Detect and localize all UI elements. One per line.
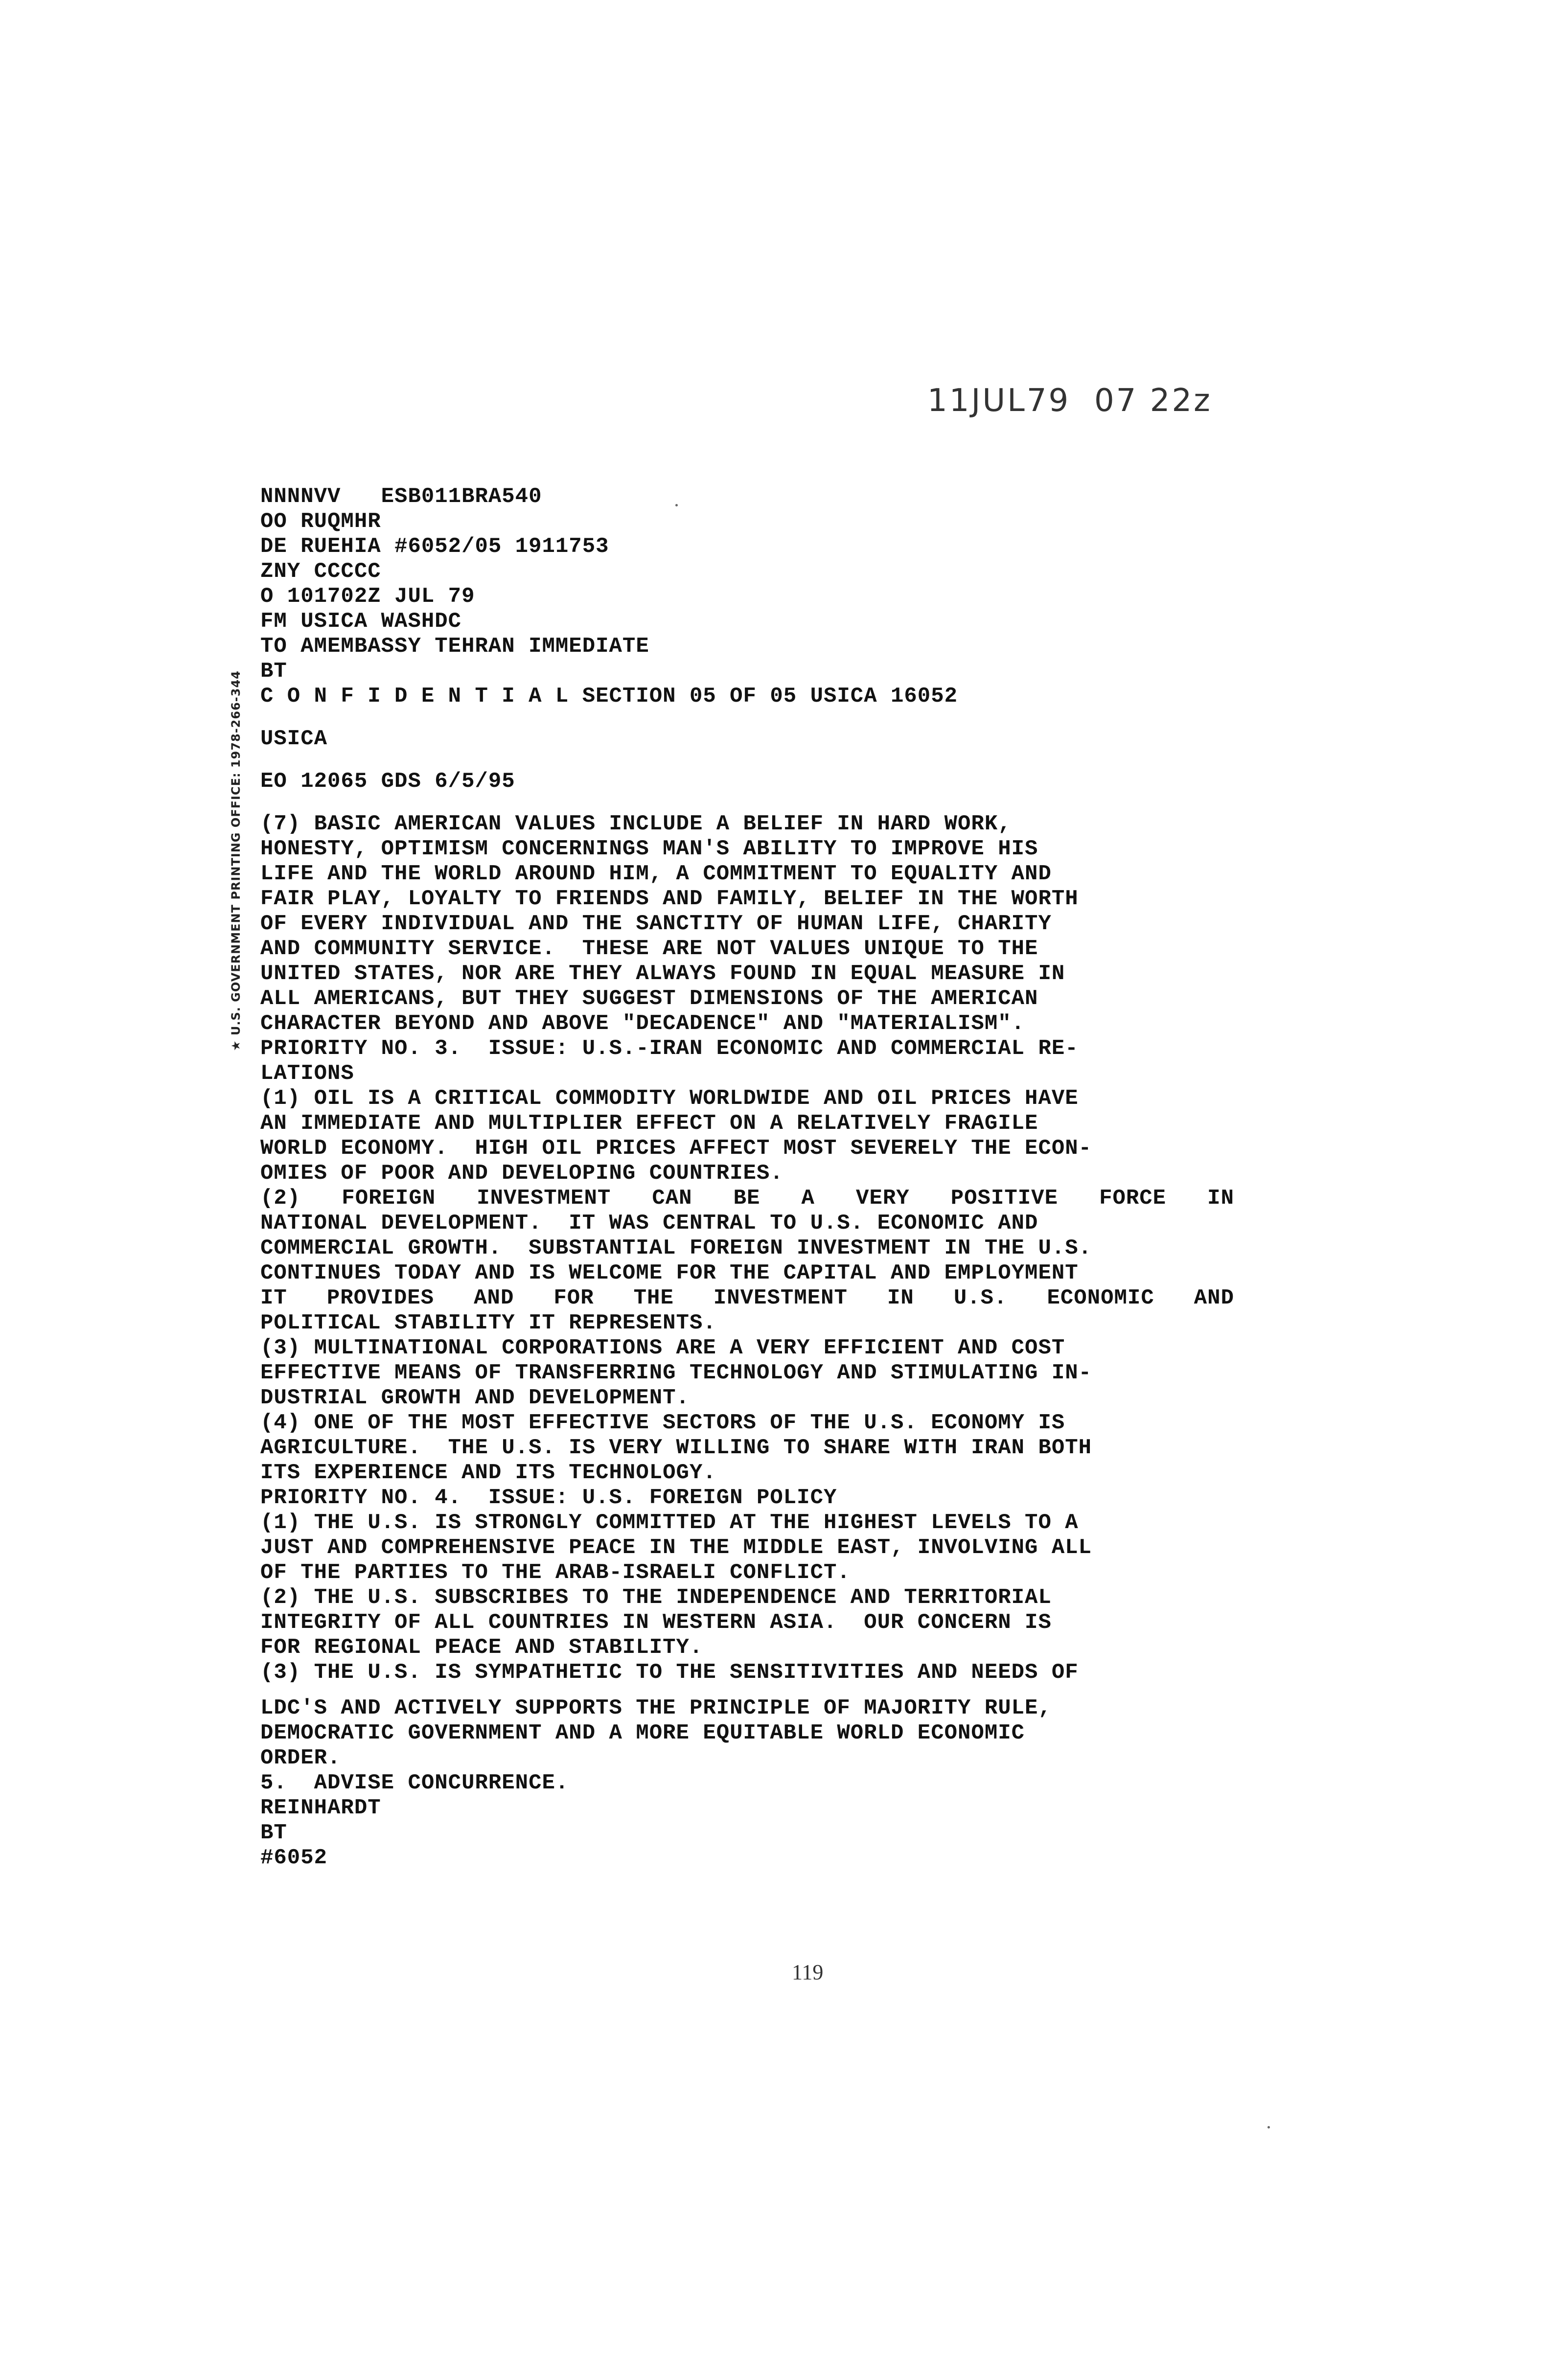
date-time-group: O 101702Z JUL 79 bbox=[260, 584, 475, 609]
text-line: CONTINUES TODAY AND IS WELCOME FOR THE CAPITAL AND EMPLOYMENT bbox=[260, 1261, 1079, 1285]
text-line: INTEGRITY OF ALL COUNTRIES IN WESTERN ASIA. OUR CONCERN IS bbox=[260, 1610, 1052, 1635]
to-line: TO AMEMBASSY TEHRAN IMMEDIATE bbox=[260, 634, 649, 659]
paragraph-middle-east bbox=[260, 1510, 1254, 1585]
text-line: ALL AMERICANS, BUT THEY SUGGEST DIMENSIONS OF THE AMERICAN bbox=[260, 986, 1038, 1011]
text-line: FAIR PLAY, LOYALTY TO FRIENDS AND FAMILY, BELIEF IN THE WORTH bbox=[260, 887, 1079, 911]
priority-4-heading: PRIORITY NO. 4. ISSUE: U.S. FOREIGN POLICY bbox=[260, 1486, 837, 1510]
text-line: FOR REGIONAL PEACE AND STABILITY. bbox=[260, 1635, 703, 1660]
advise-concurrence: 5. ADVISE CONCURRENCE. bbox=[260, 1771, 569, 1795]
text-line: EFFECTIVE MEANS OF TRANSFERRING TECHNOLOGY AND STIMULATING IN- bbox=[260, 1361, 1092, 1385]
paragraph-agriculture bbox=[260, 1411, 1254, 1486]
originator-line: DE RUEHIA #6052/05 1911753 bbox=[260, 534, 609, 559]
agency-label: USICA bbox=[260, 727, 328, 751]
text-line: ORDER. bbox=[260, 1746, 341, 1770]
text-line: (1) OIL IS A CRITICAL COMMODITY WORLDWIDE AND OIL PRICES HAVE bbox=[260, 1086, 1079, 1111]
text-line: IT PROVIDES AND FOR THE INVESTMENT IN U.S. ECONOMIC AND bbox=[260, 1286, 1234, 1310]
from-line: FM USICA WASHDC bbox=[260, 609, 462, 634]
text-line: HONESTY, OPTIMISM CONCERNINGS MAN'S ABILITY TO IMPROVE HIS bbox=[260, 837, 1038, 861]
cable-document bbox=[260, 484, 1254, 1871]
text-line: (1) THE U.S. IS STRONGLY COMMITTED AT THE HIGHEST LEVELS TO A bbox=[260, 1510, 1079, 1535]
text-line: (4) ONE OF THE MOST EFFECTIVE SECTORS OF THE U.S. ECONOMY IS bbox=[260, 1411, 1065, 1435]
text-line: (3) MULTINATIONAL CORPORATIONS ARE A VERY EFFICIENT AND COST bbox=[260, 1336, 1065, 1360]
text-line: NATIONAL DEVELOPMENT. IT WAS CENTRAL TO U.S. ECONOMIC AND bbox=[260, 1211, 1038, 1236]
text-line: (7) BASIC AMERICAN VALUES INCLUDE A BELIEF IN HARD WORK, bbox=[260, 812, 1012, 836]
message-reference: #6052 bbox=[260, 1846, 328, 1870]
text-line: AGRICULTURE. THE U.S. IS VERY WILLING TO SHARE WITH IRAN BOTH bbox=[260, 1436, 1092, 1460]
text-line: AND COMMUNITY SERVICE. THESE ARE NOT VALUES UNIQUE TO THE bbox=[260, 937, 1038, 961]
executive-order-line: EO 12065 GDS 6/5/95 bbox=[260, 769, 515, 794]
text-line: JUST AND COMPREHENSIVE PEACE IN THE MIDDLE EAST, INVOLVING ALL bbox=[260, 1535, 1092, 1560]
page-number: 119 bbox=[792, 1960, 824, 1984]
text-line: CHARACTER BEYOND AND ABOVE "DECADENCE" AND "MATERIALISM". bbox=[260, 1011, 1025, 1036]
text-line: COMMERCIAL GROWTH. SUBSTANTIAL FOREIGN INVESTMENT IN THE U.S. bbox=[260, 1236, 1092, 1260]
paragraph-ldc bbox=[260, 1660, 1254, 1771]
precedence-line: OO RUQMHR bbox=[260, 509, 381, 534]
paragraph-territorial-integrity bbox=[260, 1585, 1254, 1660]
text-line: OMIES OF POOR AND DEVELOPING COUNTRIES. bbox=[260, 1161, 783, 1186]
text-line: DUSTRIAL GROWTH AND DEVELOPMENT. bbox=[260, 1386, 690, 1410]
text-line: LIFE AND THE WORLD AROUND HIM, A COMMITMENT TO EQUALITY AND bbox=[260, 862, 1052, 886]
text-line: UNITED STATES, NOR ARE THEY ALWAYS FOUND IN EQUAL MEASURE IN bbox=[260, 961, 1065, 986]
text-line: ITS EXPERIENCE AND ITS TECHNOLOGY. bbox=[260, 1461, 716, 1485]
routing-line: NNNNVV ESB011BRA540 bbox=[260, 484, 542, 509]
text-line: AN IMMEDIATE AND MULTIPLIER EFFECT ON A RELATIVELY FRAGILE bbox=[260, 1111, 1038, 1136]
text-line: LDC'S AND ACTIVELY SUPPORTS THE PRINCIPLE OF MAJORITY RULE, bbox=[260, 1696, 1052, 1720]
break-line: BT bbox=[260, 659, 287, 684]
date-time-stamp: 11JUL79 07 22z bbox=[927, 383, 1212, 419]
paragraph-foreign-investment bbox=[260, 1186, 1254, 1336]
text-line: (2) THE U.S. SUBSCRIBES TO THE INDEPENDENCE AND TERRITORIAL bbox=[260, 1585, 1052, 1610]
gpo-margin-imprint: ★ U.S. GOVERNMENT PRINTING OFFICE: 1978-266-344 bbox=[229, 670, 243, 1051]
signature-name: REINHARDT bbox=[260, 1796, 381, 1820]
classification-section-line: C O N F I D E N T I A L SECTION 05 OF 05 USICA 16052 bbox=[260, 684, 958, 709]
break-line: BT bbox=[260, 1821, 287, 1845]
classification-code-line: ZNY CCCCC bbox=[260, 559, 381, 584]
text-line: OF THE PARTIES TO THE ARAB-ISRAELI CONFLICT. bbox=[260, 1560, 851, 1585]
text-line: LATIONS bbox=[260, 1061, 354, 1086]
cable-header bbox=[260, 484, 1254, 709]
text-line: PRIORITY NO. 3. ISSUE: U.S.-IRAN ECONOMIC AND COMMERCIAL RE- bbox=[260, 1036, 1079, 1061]
paragraph-values bbox=[260, 812, 1254, 1036]
paragraph-oil bbox=[260, 1086, 1254, 1186]
text-line: OF EVERY INDIVIDUAL AND THE SANCTITY OF HUMAN LIFE, CHARITY bbox=[260, 912, 1052, 936]
priority-3-heading bbox=[260, 1036, 1254, 1086]
paragraph-multinationals bbox=[260, 1336, 1254, 1411]
text-line: (3) THE U.S. IS SYMPATHETIC TO THE SENSITIVITIES AND NEEDS OF bbox=[260, 1660, 1079, 1685]
text-line: POLITICAL STABILITY IT REPRESENTS. bbox=[260, 1311, 716, 1335]
text-line: DEMOCRATIC GOVERNMENT AND A MORE EQUITABLE WORLD ECONOMIC bbox=[260, 1721, 1025, 1745]
text-line: WORLD ECONOMY. HIGH OIL PRICES AFFECT MOST SEVERELY THE ECON- bbox=[260, 1136, 1092, 1161]
text-line: (2) FOREIGN INVESTMENT CAN BE A VERY POSITIVE FORCE IN bbox=[260, 1186, 1234, 1211]
